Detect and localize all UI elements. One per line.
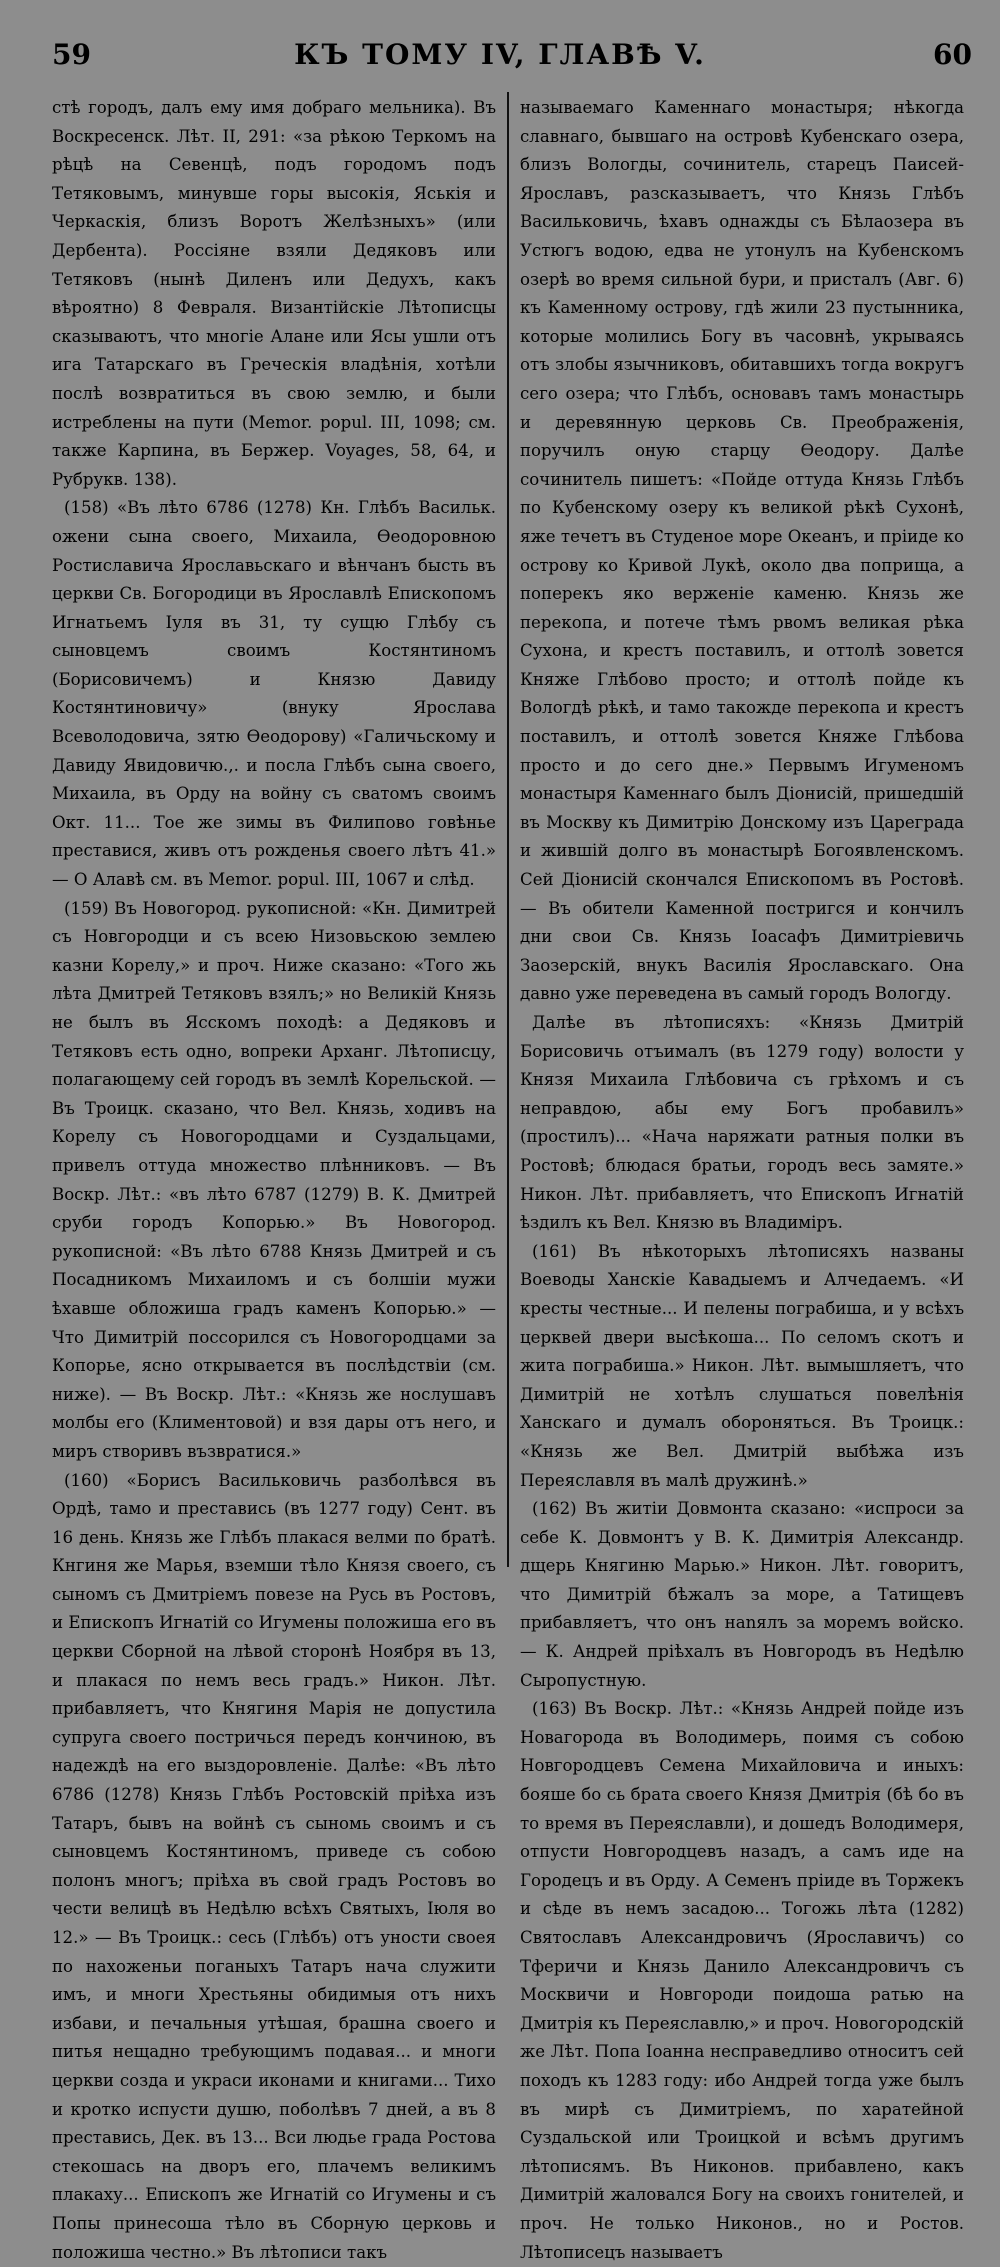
right-paragraph: (161) Въ нѣкоторыхъ лѣтописяхъ названы Воеводы Ханскіе Кавадыемъ и Алчедаемъ. «И кресты честные... И пелены пограбиша, и у всѣхъ церквей двери высѣкоша... По селомъ скотъ и жита пограбиша.» Никон. Лѣт. вымышляетъ, что Димитрій не хотѣлъ слушаться повелѣнія Ханскаго и думалъ обороняться. Въ Троицк.: «Князь же Вел. Дмитрій выбѣжа изъ Переяславля въ малѣ дружинѣ.» (520, 1238, 964, 1495)
left-paragraph: стѣ городъ, далъ ему имя добраго мельника). Въ Воскресенск. Лѣт. II, 291: «за рѣкою Теркомъ на рѣцѣ на Севенцѣ, подъ городомъ подъ Тетяковымъ, минувше горы высокія, Яськія и Черкаскія, близъ Воротъ Желѣзныхъ» (или Дербента). Россіяне взяли Дедяковъ или Тетяковъ (нынѣ Диленъ или Дедухъ, какъ вѣроятно) 8 Февраля. Византійскіе Лѣтописцы сказываютъ, что многіе Алане или Ясы ушли отъ ига Татарскаго въ Греческія владѣнія, хотѣли послѣ возвратиться въ свою землю, и были истреблены на пути (Memor. popul. III, 1098; см. также Карпина, въ Бержер. Voyages, 58, 64, и Рубрукв. 138). (52, 94, 496, 494)
right-column (520, 94, 964, 2267)
left-paragraph: (160) «Борисъ Васильковичь разболѣвся въ Ордѣ, тамо и преставись (въ 1277 году) Сент. въ 16 день. Князь же Глѣбъ плакася велми по братѣ. Кнгиня же Марья, вземши тѣло Князя своего, съ сыномъ съ Дмитріемъ повезе на Русь въ Ростовъ, и Епископъ Игнатій со Игумены положиша его въ церкви Сборной на лѣвой сторонѣ Ноября въ 13, и плакася по немъ весь градъ.» Никон. Лѣт. прибавляетъ, что Княгиня Марія не допустила супруга своего постричься передъ кончиною, въ надеждѣ на его выздоровленіе. Далѣе: «Въ лѣто 6786 (1278) Князь Глѣбъ Ростовскій пріѣха изъ Татаръ, бывъ на войнѣ съ сыномь своимъ и съ сыновцемъ Костянтиномъ, приведе съ собою полонъ многъ; пріѣха въ свой градъ Ростовъ во чести велицѣ въ Недѣлю всѣхъ Святыхъ, Іюля во 12.» — Въ Троицк.: сесь (Глѣбъ) отъ уности своея по нахоженьи поганыхъ Татаръ нача служити имъ, и многи Хрестьяны обидимыя отъ нихъ избави, и печальныя утѣшая, брашна своего и питья нещадно требующимъ подавая... и многи церкви созда и украси иконами и книгами... Тихо и кротко испусти душю, поболѣвъ 7 дней, а въ 8 преставись, Дек. въ 13... Вси людье града Ростова стекошась на дворъ его, плачемъ великимъ плакаху... Епископъ же Игнатій со Игумены и съ Попы принесоша тѣло въ Сборную церковь и положиша честно.» Въ лѣтописи такъ (52, 1467, 496, 2267)
page-title: КЪ ТОМУ IV, ГЛАВѢ V. (0, 38, 1000, 71)
right-page-number: 60 (933, 38, 972, 71)
left-paragraph: (159) Въ Новогород. рукописной: «Кн. Димитрей съ Новгородци и съ всею Низовьскою землею казни Корелу,» и проч. Ниже сказано: «Того жь лѣта Дмитрей Тетяковъ взялъ;» но Великій Князь не былъ въ Ясскомъ походѣ: а Дедяковъ и Тетяковъ есть одно, вопреки Арханг. Лѣтописцу, полагающему сей городъ въ землѣ Корельской. — Въ Троицк. сказано, что Вел. Князь, ходивъ на Корелу съ Новогородцами и Суздальцами, привелъ оттуда множество плѣнниковъ. — Въ Воскр. Лѣт.: «въ лѣто 6787 (1279) В. К. Дмитрей сруби городъ Копорью.» Въ Новогород. рукописной: «Въ лѣто 6788 Князь Дмитрей и съ Посадникомъ Михаиломъ и съ болшіи мужи ѣхавше обложиша градъ каменъ Копорью.» — Что Димитрій поссорился съ Новогородцами за Копорье, ясно открывается въ послѣдствіи (см. ниже). — Въ Воскр. Лѣт.: «Князь же нослушавъ молбы его (Климентовой) и взя дары отъ него, и миръ створивъ възвратися.» (52, 895, 496, 1467)
left-page-number: 59 (52, 38, 91, 71)
left-paragraph: (158) «Въ лѣто 6786 (1278) Кн. Глѣбъ Васильк. ожени сына своего, Михаила, Ѳеодоровною Ростиславича Ярославьскаго и вѣнчанъ бысть въ церкви Св. Богородици въ Ярославлѣ Епископомъ Игнатьемъ Іуля въ 31, ту сущю Глѣбу съ сыновцемъ своимъ Костянтиномъ (Борисовичемъ) и Князю Давиду Костянтиновичу» (внуку Ярослава Всеволодовича, зятю Ѳеодорову) «Галичьскому и Давиду Явидовичю.,. и посла Глѣбъ сына своего, Михаила, въ Орду на войну съ сватомъ своимъ Окт. 11... Тое же зимы въ Филипово говѣнье преставися, живъ отъ рожденья своего лѣтъ 41.» — О Алавѣ см. въ Memor. popul. III, 1067 и слѣд. (52, 494, 496, 894)
left-column (52, 94, 496, 2267)
right-paragraph: называемаго Каменнаго монастыря; нѣкогда славнаго, бывшаго на островѣ Кубенскаго озера, близъ Вологды, сочинитель, старецъ Паисей-Ярославъ, разсказываетъ, что Князь Глѣбъ Васильковичь, ѣхавъ однажды съ Бѣлаозера въ Устюгъ водою, едва не утонулъ на Кубенскомъ озерѣ во время сильной бури, и присталъ (Авг. 6) къ Каменному острову, гдѣ жили 23 пустынника, которые молились Богу въ часовнѣ, укрываясь отъ злобы язычниковъ, обитавшихъ тогда вокругъ сего озера; что Глѣбъ, основавъ тамъ монастырь и деревянную церковь Св. Преображенія, поручилъ оную старцу Ѳеодору. Далѣе сочинитель пишетъ: «Пойде оттуда Князь Глѣбъ по Кубенскому озеру къ великой рѣкѣ Сухонѣ, яже течетъ въ Студеное море Океанъ, и пріиде ко острову ко Кривой Лукѣ, около два поприща, а поперекъ яко верженіе каменю. Князь же перекопа, и потече тѣмъ рвомъ великая рѣка Сухона, и крестъ поставилъ, и оттолѣ зовется Княже Глѣбово просто; и оттолѣ пойде къ Вологдѣ рѣкѣ, и тамо такожде перекопа и крестъ поставилъ, и оттолѣ зовется Княже Глѣбова просто и до сего дне.» Первымъ Игуменомъ монастыря Каменнаго былъ Діонисій, пришедшій въ Москву къ Димитрію Донскому изъ Цареграда и жившій долго въ монастырѣ Богоявленскомъ. Сей Діонисій скончался Епископомъ въ Ростовѣ. — Въ обители Каменной постригся и кончилъ дни свои Св. Князь Іоасафъ Димитріевичь Заозерскій, внукъ Василія Ярославскаго. Она давно уже переведена въ самый городъ Вологду. (520, 94, 964, 1009)
right-paragraph: (162) Въ житіи Довмонта сказано: «испроси за себе К. Довмонтъ у В. К. Димитрія Александр. дщерь Княгиню Марью.» Никон. Лѣт. говоритъ, что Димитрій бѣжалъ за море, а Татищевъ прибавляетъ, что онъ наnялъ за моремъ войско. — К. Андрей пріѣхалъ въ Новгородъ въ Недѣлю Сыропустную. (520, 1495, 964, 1695)
right-paragraph: Далѣе въ лѣтописяхъ: «Князь Дмитрій Борисовичь отъималъ (въ 1279 году) волости у Князя Михаила Глѣбовича съ грѣхомъ и съ неправдою, абы ему Богъ пробавилъ» (простилъ)... «Нача наряжати ратныя полки въ Ростовѣ; блюдася братьи, городъ весь замяте.» Никон. Лѣт. прибавляетъ, что Епископъ Игнатій ѣздилъ къ Вел. Князю въ Владиміръ. (520, 1009, 964, 1238)
column-divider (507, 92, 509, 1567)
page-header (0, 38, 1000, 78)
right-paragraph: (163) Въ Воскр. Лѣт.: «Князь Андрей пойде изъ Новагорода въ Володимерь, поимя съ собою Новгородцевъ Семена Михайловича и иныхъ: бояше бо сь брата своего Князя Дмитрія (бѣ бо въ то время въ Переяславли), и дошедъ Володимеря, отпусти Новгородцевъ назадъ, а самъ иде на Городецъ и въ Орду. А Семенъ пріиде въ Торжекъ и сѣде въ немъ засадою... Тогожь лѣта (1282) Святославъ Александровичъ (Ярославичъ) со Тферичи и Князь Данило Александровичъ съ Москвичи и Новгороди поидоша ратью на Дмитрія къ Переяславлю,» и проч. Новогородскій же Лѣт. Попа Іоанна несправедливо относитъ сей походъ къ 1283 году: ибо Андрей тогда уже былъ въ мирѣ съ Димитріемъ, по харатейной Суздальской или Троицкой и всѣмъ другимъ лѣтописямъ. Въ Никонов. прибавлено, какъ Димитрій жаловался Богу на своихъ гонителей, и проч. Не только Никонов., но и Ростов. Лѣтописецъ называетъ (520, 1695, 964, 2267)
